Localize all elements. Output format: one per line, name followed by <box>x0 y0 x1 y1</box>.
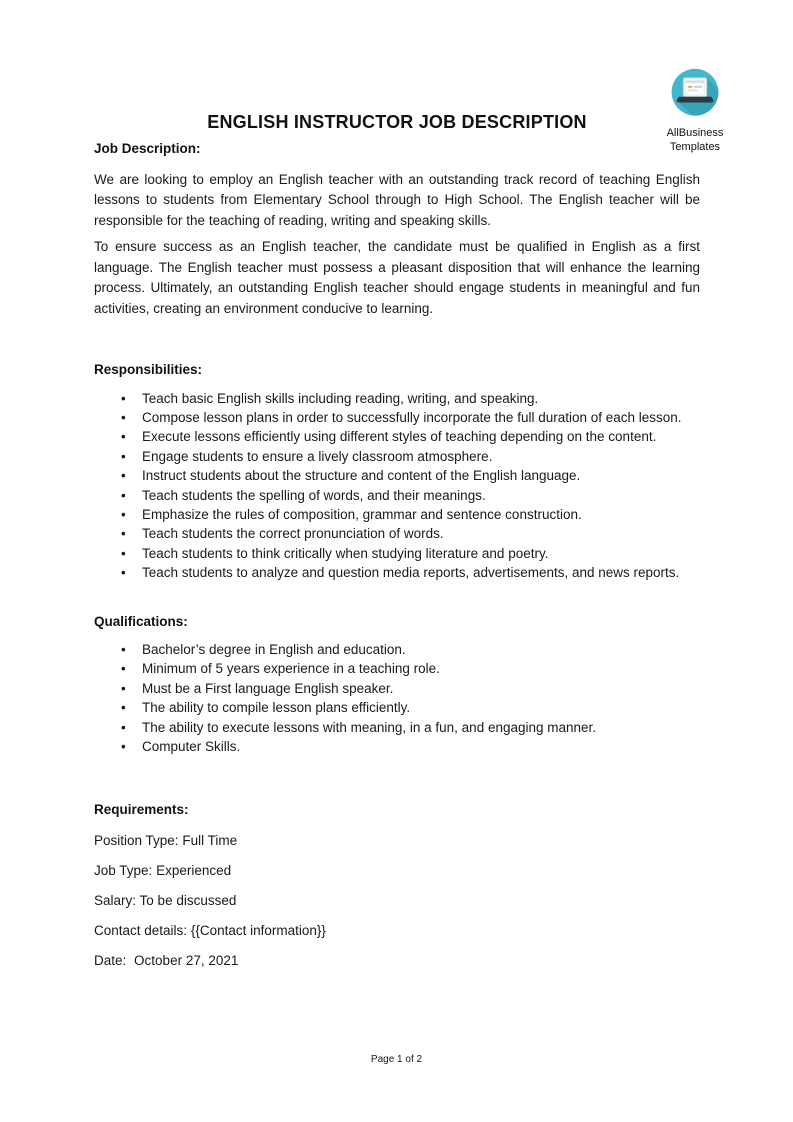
list-item: • Teach students to think critically when studying literature and poetry. <box>142 544 700 563</box>
field-label: Contact details: <box>94 923 188 938</box>
list-item: • Execute lessons efficiently using different styles of teaching depending on the content. <box>142 427 700 446</box>
field-position-type <box>94 832 700 851</box>
list-item: • Engage students to ensure a lively classroom atmosphere. <box>142 447 700 466</box>
section-heading-requirements: Requirements: <box>94 801 189 817</box>
field-job-type <box>94 862 700 881</box>
field-value: To be discussed <box>139 893 237 908</box>
list-item: • Teach students the spelling of words, and their meanings. <box>142 486 700 505</box>
job-description-paragraph-1: We are looking to employ an English teacher with an outstanding track record of teaching English lessons to students from Elementary School through to High School. The English teacher will be responsible for the teaching of reading, writing and speaking skills. <box>94 171 700 228</box>
section-heading-responsibilities: Responsibilities: <box>94 362 203 377</box>
field-label: Job Type: <box>94 863 153 878</box>
list-item: • The ability to compile lesson plans efficiently. <box>142 698 700 717</box>
field-value: {{Contact information}} <box>190 923 326 938</box>
logo-text-line2: Templates <box>669 140 721 153</box>
document-content <box>94 0 700 982</box>
page-title: ENGLISH INSTRUCTOR JOB DESCRIPTION <box>207 112 587 132</box>
list-item: • Teach students the correct pronunciation of words. <box>142 524 700 543</box>
list-item: • Compose lesson plans in order to successfully incorporate the full duration of each lesson. <box>142 408 700 427</box>
job-description-paragraph-2: To ensure success as an English teacher, the candidate must be qualified in English as a first language. The English teacher must possess a pleasant disposition that will enhance the learning process. Ultimately, an outstanding English teacher should engage students in meaningful and fun activities, creating an environment conducive to learning. <box>94 239 700 316</box>
requirements-fields <box>94 832 700 971</box>
field-value: Full Time <box>182 833 238 848</box>
list-item: • The ability to execute lessons with meaning, in a fun, and engaging manner. <box>142 718 700 737</box>
field-value: Experienced <box>156 863 232 878</box>
field-date <box>94 952 700 971</box>
qualifications-list <box>94 640 700 756</box>
list-item: • Computer Skills. <box>142 737 700 756</box>
list-item: • Bachelor’s degree in English and education. <box>142 640 700 659</box>
page-number: Page 1 of 2 <box>370 1054 423 1065</box>
section-heading-job-description: Job Description: <box>94 141 201 156</box>
field-value: October 27, 2021 <box>134 953 239 968</box>
list-item: • Must be a First language English speaker. <box>142 679 700 698</box>
section-heading-qualifications: Qualifications: <box>94 613 188 629</box>
list-item: • Teach students to analyze and question media reports, advertisements, and news reports. <box>142 563 700 582</box>
responsibilities-list <box>94 389 700 583</box>
field-label: Position Type: <box>94 833 179 848</box>
field-contact-details <box>94 922 700 941</box>
field-salary <box>94 892 700 911</box>
field-label: Date: <box>94 953 127 968</box>
logo-text-line1: AllBusiness <box>666 127 724 139</box>
field-label: Salary: <box>94 893 137 908</box>
list-item: • Teach basic English skills including reading, writing, and speaking. <box>142 389 700 408</box>
list-item: • Instruct students about the structure and content of the English language. <box>142 466 700 485</box>
list-item: • Minimum of 5 years experience in a teaching role. <box>142 659 700 678</box>
list-item: • Emphasize the rules of composition, grammar and sentence construction. <box>142 505 700 524</box>
